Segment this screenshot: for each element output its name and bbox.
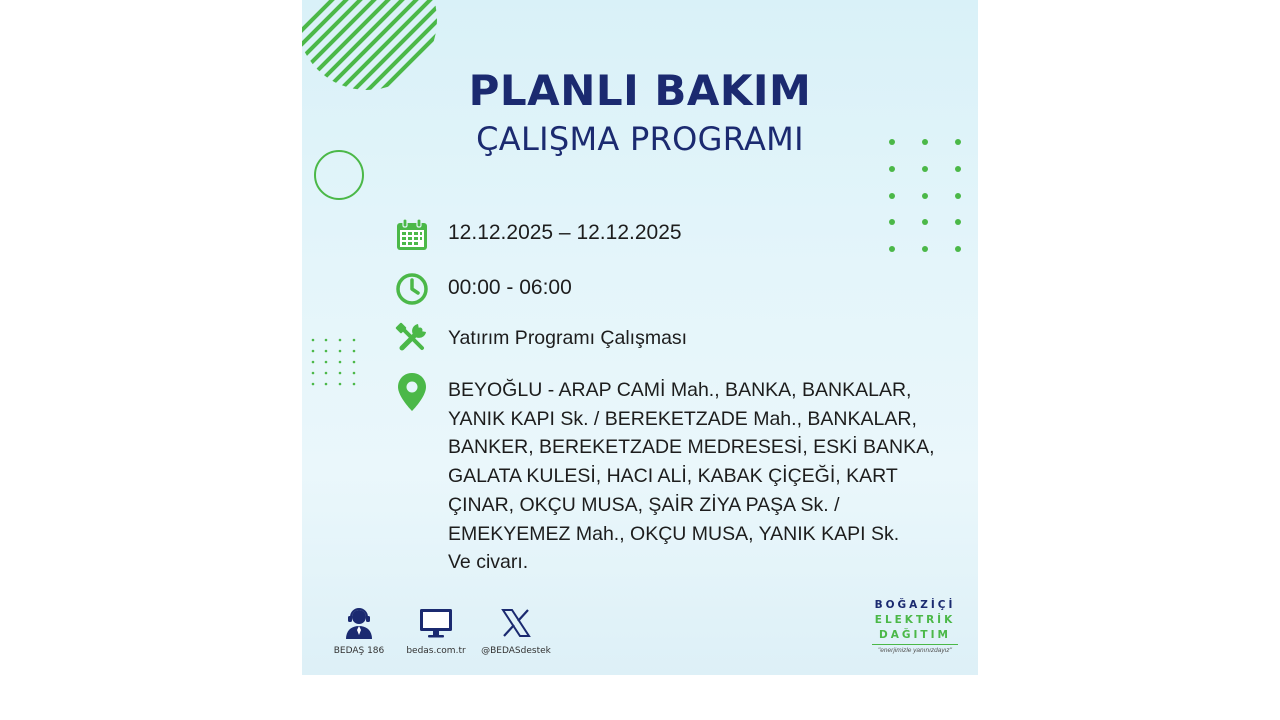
work-type-text: Yatırım Programı Çalışması	[448, 327, 688, 349]
contact-twitter	[478, 606, 554, 656]
brand-divider	[872, 644, 958, 645]
brand-slogan: "enerjimizle yanınızdayız"	[878, 647, 952, 654]
location-line: Ve civarı.	[448, 551, 529, 574]
location-line: GALATA KULESİ, HACI ALİ, KABAK ÇİÇEĞİ, KART	[448, 465, 898, 488]
work-type-row	[394, 320, 688, 356]
brand-line-3: DAĞITIM	[879, 629, 951, 641]
time-row	[394, 271, 572, 307]
location-line: BEYOĞLU - ARAP CAMİ Mah., BANKA, BANKALAR,	[448, 379, 912, 401]
call-center-icon	[342, 606, 376, 640]
monitor-icon	[418, 606, 454, 640]
brand-line-1: BOĞAZİÇİ	[874, 599, 956, 611]
location-line: YANIK KAPI Sk. / BEREKETZADE Mah., BANKALAR,	[448, 407, 917, 430]
contact-website-label: bedas.com.tr	[406, 646, 466, 656]
contact-phone	[332, 606, 386, 656]
location-text	[448, 376, 948, 577]
contact-twitter-label: @BEDASdestek	[481, 646, 551, 656]
date-row	[394, 217, 682, 253]
brand-line-2: ELEKTRİK	[874, 614, 956, 626]
calendar-icon	[394, 217, 430, 253]
contact-website	[404, 606, 468, 656]
location-row	[394, 371, 430, 413]
page-subtitle: ÇALIŞMA PROGRAMI	[476, 120, 804, 158]
time-range-text: 00:00 - 06:00	[448, 276, 572, 299]
bedas-logo	[870, 598, 960, 654]
dot-grid-left-decoration	[312, 339, 356, 386]
location-line: ÇINAR, OKÇU MUSA, ŞAİR ZİYA PAŞA Sk. /	[448, 493, 840, 516]
page-title: PLANLI BAKIM	[468, 66, 812, 115]
x-logo-icon	[499, 606, 533, 640]
ring-decoration	[315, 151, 363, 199]
map-pin-icon	[394, 371, 430, 413]
tools-icon	[394, 320, 430, 356]
contact-phone-label: BEDAŞ 186	[333, 646, 385, 656]
location-line: BANKER, BEREKETZADE MEDRESESİ, ESKİ BANKA,	[448, 436, 935, 459]
announcement-card	[302, 0, 978, 675]
location-line: EMEKYEMEZ Mah., OKÇU MUSA, YANIK KAPI Sk.	[448, 522, 900, 545]
clock-icon	[394, 271, 430, 307]
date-range-text: 12.12.2025 – 12.12.2025	[448, 221, 682, 244]
